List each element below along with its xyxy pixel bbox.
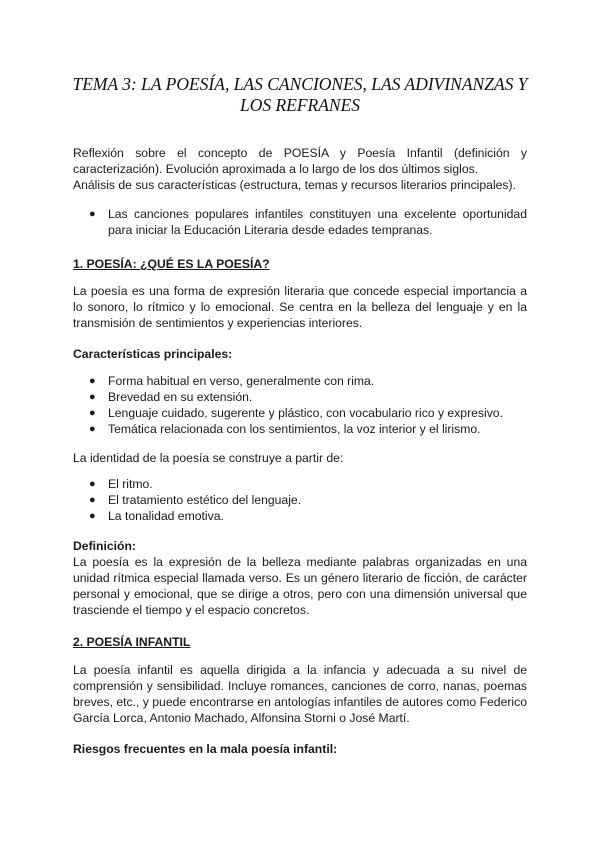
list-item <box>73 389 527 405</box>
intro-paragraph-2: Análisis de sus características (estructura, temas y recursos literarios principales). <box>73 178 516 192</box>
title-line-2: LOS REFRANES <box>239 95 361 115</box>
list-item-text: Lenguaje cuidado, sugerente y plástico, con vocabulario rico y expresivo. <box>108 406 503 420</box>
features-heading: Características principales: <box>73 347 233 361</box>
list-item <box>73 206 527 238</box>
list-item <box>73 405 527 421</box>
bullet-icon: ● <box>89 423 96 435</box>
identity-intro: La identidad de la poesía se construye a partir de: <box>73 451 344 465</box>
list-item-text: Temática relacionada con los sentimientos, la voz interior y el lirismo. <box>108 422 481 436</box>
list-item-text: Forma habitual en verso, generalmente con rima. <box>108 374 375 388</box>
bullet-icon: ● <box>89 407 96 419</box>
risks-heading: Riesgos frecuentes en la mala poesía infantil: <box>73 742 338 756</box>
section-1-paragraph: La poesía es una forma de expresión literaria que concede especial importancia a lo sonoro, lo rítmico y lo emocional. Se centra en la belleza del lenguaje y en la transmisión de sentimientos y experiencias interiores. <box>73 284 527 330</box>
intro-bullet-list <box>73 206 527 238</box>
bullet-icon: ● <box>89 494 96 506</box>
intro-paragraph-1: Reflexión sobre el concepto de POESÍA y Poesía Infantil (definición y caracterización). Evolución aproximada a lo largo de los dos últimos siglos. <box>73 146 527 176</box>
bullet-icon: ● <box>89 208 96 220</box>
list-item-text: Las canciones populares infantiles constituyen una excelente oportunidad para iniciar la Educación Literaria desde edades tempranas. <box>108 207 527 237</box>
list-item-text: El tratamiento estético del lenguaje. <box>108 493 302 507</box>
bullet-icon: ● <box>89 375 96 387</box>
bullet-icon: ● <box>89 391 96 403</box>
title-line-1: TEMA 3: LA POESÍA, LAS CANCIONES, LAS ADIVINANZAS Y <box>72 74 528 94</box>
list-item <box>73 421 527 437</box>
list-item <box>73 492 527 508</box>
document-title <box>60 74 540 116</box>
definition-heading: Definición: <box>73 539 136 553</box>
list-item <box>73 508 527 524</box>
list-item <box>73 476 527 492</box>
definition-paragraph: La poesía es la expresión de la belleza mediante palabras organizadas en una unidad rítmica especial llamada verso. Es un género literario de ficción, de carácter personal y emocional, que se dirige a otros, pero con una dimensión universal que trasciende el tiempo y el espacio concretos. <box>73 555 527 617</box>
bullet-icon: ● <box>89 478 96 490</box>
list-item-text: La tonalidad emotiva. <box>108 509 224 523</box>
list-item <box>73 373 527 389</box>
section-2-paragraph: La poesía infantil es aquella dirigida a la infancia y adecuada a su nivel de comprensión y sensibilidad. Incluye romances, canciones de corro, nanas, poemas breves, etc., y puede encontrarse en antologías infantiles de autores como Federico García Lorca, Antonio Machado, Alfonsina Storni o José Martí. <box>73 663 527 725</box>
identity-list <box>73 476 527 524</box>
features-list <box>73 373 527 437</box>
section-1-heading: 1. POESÍA: ¿QUÉ ES LA POESÍA? <box>73 257 270 271</box>
section-2-heading: 2. POESÍA INFANTIL <box>73 635 191 649</box>
list-item-text: Brevedad en su extensión. <box>108 390 253 404</box>
list-item-text: El ritmo. <box>108 477 153 491</box>
bullet-icon: ● <box>89 510 96 522</box>
